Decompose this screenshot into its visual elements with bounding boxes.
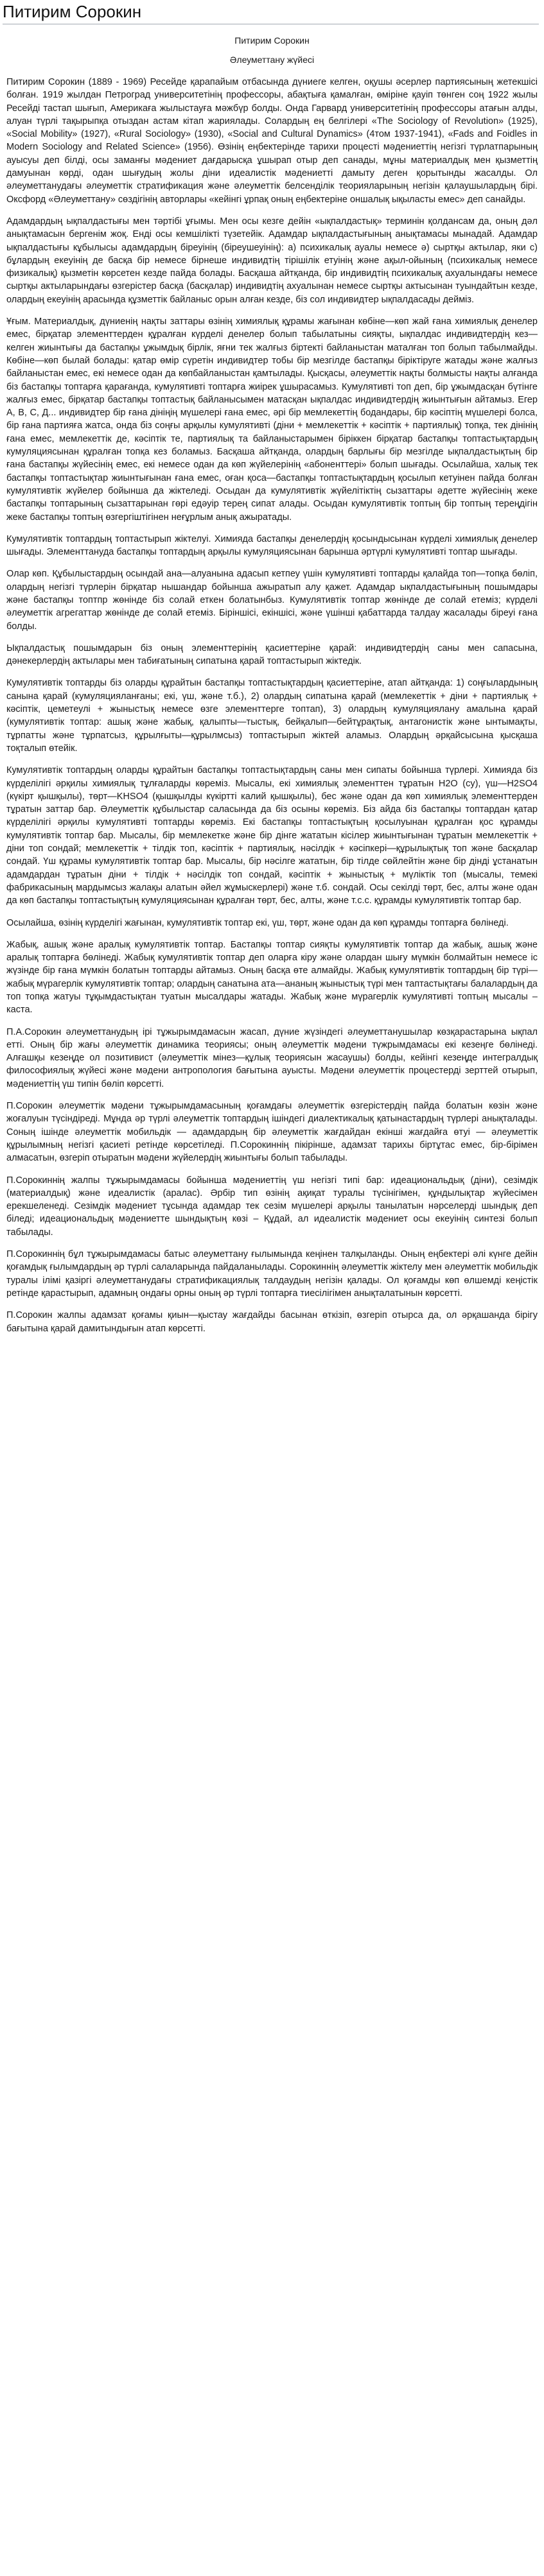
paragraph-many-groups: Олар көп. Құбылыстардың осындай ана—алуанына адасып кетпеу үшін кумулятивті топтарды қалайда топ—топқа бөліп, олардың негізгі түрлерін бірқатар нышандар бойынша ажыратып алу қажет. Адамдар ықпалдастығының пошымдары және бастапқы топтпр жөнінде біз солай еткен болатынбыз. Кумулятивтік топтар жөнінде де солай етеміз; күрделі әлеуметтік агрегаттар жөнінде де солай етеміз. Біріншісі, екіншісі, және үшінші қабаттарда талдау жасалады біреуі ғана болды. — [6, 569, 538, 632]
author-name: Питирим Сорокин — [234, 35, 310, 46]
paragraph-classification: Кумулятивтік топтардың топтастырып жіктелуі. Химияда бастапқы денелердің қосындысынан күрделі химиялық денелер шығады. Элементтануда бастапқы топтардың арқылы кумуляциясынан барынша әртүрлі кумулятивті топтар шығады. — [6, 533, 538, 558]
article-header — [0, 33, 544, 67]
paragraph-interaction-forms: Ықпалдастық пошымдарын біз оның элементтерінің қасиеттеріне қарай: индивидтердің саны мен сапасына, дәнекерлердің актылары мен табиғатының сипатына қарай топтастырып жіктедік. — [6, 643, 538, 667]
paragraph-types: Кумулятивтік топтардың оларды құрайтын бастапқы топтастықтардың саны мен сипаты бойынша түрлері. Химияда біз күрделілігі әрқилы химиялық тұлғаларды көреміз. Мысалы, екі химиялық элементтен тұратын H2O (су), үш—H2SO4 (күкірт қышқылы), төрт—KHSO4 (қышқылды күкіртті калий қышқылы), бес және одан да көп химиялық элементтерден тұратын заттар бар. Әлеуметтік құбылыстар саласында да біз осыны көреміз. Біз айда біз бастапқы топтардан қатар күрделілігі әрқилы кумулятивті топтарды көреміз. Екі бастапқы топтастықтың қосылуынан құралған қос құрамды кумулятивтік топтар бар. Мысалы, бір мемлекетке және бір дінге жататын кісілер жиынтығынан тұратын мемлекеттік + діни топ сондай; мемлекеттік + тілдік топ, кәсіптік + партиялық, нәсілдік + кәсіпкері—құрылықтық топ және басқалар сондай. Үш құрамы кумулятивтік топтар бар. Мысалы, бір нәсілге жататын, бір тілде сөйлейтін және бір дінді ұстанатын адамдардан тұратын діни + тілдік + нәсілдік топ сондай, кәсіптік + жыныстық + мүліктік топ (мысалы, темекі фабрикасының мардымсыз жалақы алатын әйел жұмыскерлері) және т.б. сондай. Осы секілді төрт, бес, алты және одан да көп бастапқы топтастықтың кумуляциясынан құралған төрт, бес, алты, және т.с.с. құрамды кумулятивтік топтар бар. — [6, 765, 538, 906]
article-body — [0, 67, 544, 1357]
paragraph-biography: Питирим Сорокин (1889 - 1969) Ресейде қарапайым отбасында дүниеге келген, оқушы әсерлер партиясының жетекшісі болған. 1919 жылдан Петроград университетінің профессоры, абақтыға қамалған, өміріне қауіп төнген соң 1922 жылы Ресейді тастап шығып, Америкаға жылыстауға мәжбүр болды. Онда Гарвард университетінің профессоры атағын алды, алуан түрлі тақырыпқа отыздан астам кітап жариялады. Солардың ең белгілері «The Sociology of Revolution» (1925), «Social Mobility» (1927), «Rural Sociology» (1930), «Social and Cultural Dynamics» (4том 1937-1941), «Fads and Foidles in Modern Sociology and Related Science» (1956). Өзінің еңбектерінде тарихи процесті мәдениеттің негізгі түрлатпарының ауысуы деп білді, осы заманғы мәдениет дағдарысқа ұшырап отыр деп санады, мұны материалдық мен қызметтің дамуынан көрді, одан шығудың жолы діни идеалистік мәдениетті дамыту деген қорытынды жасалды. Ол әлеуметтанудағы әлеуметтік стратификация және әлеуметтік белсенділік теорияларының негізін қалаушылардың бірі. Оксфорд «Әлеуметтану» сөздігінің авторлары «кейінгі ұрпақ оның еңбектеріне оншалық ықыласты емес» деп санайды. — [6, 77, 538, 205]
paragraph-influence: П.Сорокиннің бұл тұжырымдамасы батыс әлеуметтану ғылымында кеңінен талқыланды. Оның еңбектері әлі күнге дейін қоғамдық ғылымдардың әр түрлі салаларында пайдаланылады. Сорокиннің әлеуметтік жіктелу мен әлеуметтік мобильдік туралы ілімі қазіргі әлеуметтанудағы стратификациялық талдаудың негізін қалады. Ол қоғамды көп өлшемді кеңістік ретінде қарастырып, адамның ондағы орны оның әр түрлі топтарға тиесілігімен анықталатынын көрсетті. — [6, 1249, 538, 1299]
paragraph-concept: Ұғым. Материалдық, дүниенің нақты заттары өзінің химиялық құрамы жағынан көбіне—көп жай ғана химиялық денелер емес, бірқатар элементтерден құралған күрделі денелер болып табылатыны сияқты, ықпалдас индивидтердің кез—келген жиынтығы да бастапқы ұжымдық бірлік, яғни тек жалғыз біртекті байланыстан маталған топ болып табылмайды. Көбіне—көп былай болады: қатар өмір сүретін индивидтер тобы бір мезгілде бастапқы біріктіруге жатады және жалғыз байланыстан емес, екі немесе одан да көпбайланыстан қамтылады. Қысқасы, әлеуметтік нақты болмысты нақты алғанда біз бастапқы топтарға қарағанда, кумулятивті топтарға жиірек ұшырасамыз. Кумулятивті топ деп, бір ұжымдасқан бүтінге жалғыз емес, бірқатар бастапқы топтастық байланысымен матасқан ықпалдас индивидтердің жиынтығын айтамыз. Егер А, В, С, Д... индивидтер бір ғана дініңің мүшелері ғана емес, әрі бір мемлекеттің бодандары, бір кәсіптің мүшелері болса, бір ғана партияға жатса, онда біз соңғы арқылы кумулятивті (діни + мемлекеттік + кәсіптік + партиялық) топқа, тек дінінің ғана емес, мемлекеттік де, кәсіптік те, партиялық та байланыстарымен біріккен бірқатар бастапқы топтастықтардың кумуляциясынан құралған топқа кез боламыз. Басқаша айтқанда, олардың барлығы бір мезгілде ықпалдастықтың бір ғана бастапқы жүйесінің емес, екі немесе одан да көп жүйелерінің «абоненттері» болып шығады. Осылайша, халық тек бастапқы топтастықтар жиынтығынан ғана емес, оған қоса—бастапқы топтастықтардың қосылып кетуінен пайда болған кумулятивтік жүйелер бойынша да жіктеледі. Осыдан да кумулятивтік жүйелітіктің сызаттары әдетте жүйесінің жеке бастапқы топтарының сызаттарынан гөрі едәуір терең сипат алады. Осыдан кумулятивтік топтың бір топтың тереңдігін жеке бастапқы топтың өзгергіштігінен неғұрлым анық ажыратады. — [6, 316, 538, 523]
paragraph-conclusion: П.Сорокин жалпы адамзат қоғамы қиын—қыстау жағдайды басынан өткізіп, өзгеріп отырса да, ол әрқашанда бірігу бағытына қарай дамитындығын атап көрсетті. — [6, 1310, 538, 1334]
paragraph-culture-types: П.Сорокиннің жалпы тұжырымдамасы бойынша мәдениеттің үш негізгі типі бар: идеациональдық (діни), сезімдік (материалдық) және идеалистік (аралас). Әрбір тип өзінің ақиқат туралы түсінігімен, құндылықтар жүйесімен ерекшеленеді. Сезімдік мәдениет тұсында адамдар тек сезім мүшелері арқылы танылатын нәрселерді шындық деп біледі; идеациональдық мәдениетте шындықтың көзі – Құдай, ал идеалистік мәдениет осы екеуінің синтезі болып табылады. — [6, 1175, 538, 1238]
paragraph-sorokin-theory: П.А.Сорокин әлеуметтанудың ірі тұжырымдамасын жасап, дүние жүзіндегі әлеуметтанушылар көзқарастарына ықпал етті. Оның бір жағы әлеуметтік динамика теориясы; оның әлеуметтік мәдени түжрымдамасы екі кезеңге бөлінеді. Алғашқы кезеңде ол позитивист (әлеуметтік мінез—құлық теориясын жасаушы) болды, кейінгі кезеңде интегралдық философиялық жүйесі және мәдени антропология бағытына ауысты. Мәдени әлеуметтік процестерді зерттей отырып, мәдениеттің үш типін бөліп көрсетті. — [6, 1026, 538, 1089]
paragraph-cultural-concept: П.Сорокин әлеуметтік мәдени тұжырымдамасының қоғамдағы әлеуметтік өзгерістердің пайда болатын көзін және жоғалуын түсіндіреді. Мұнда әр түрлі әлеуметтік топтардың ішіндегі диалектикалық қатынастардың түрлері анықталады. Соның ішінде әлеуметтік мобильдік — адамдардың бір әлеуметтік жағдайдан екінші жағдайға өтуі — әлеуметтік құрылымның негізгі қасиеті ретінде көрсетіледі. П.Сорокиннің пікірінше, адамзат тарихы біртұтас емес, бір-бірімен алмасатын, өзгеріп отыратын мәдени жүйелердің жиынтығы болып табылады. — [6, 1101, 538, 1164]
paragraph-grouping: Кумулятивтік топтарды біз оларды құрайтын бастапқы топтастықтардың қасиеттеріне, атап айтқанда: 1) соңғылардының санына қарай (кумуляцияланғаны; екі, үш, және т.б.), 2) олардың сипатына қарай (мемлекеттік + діни + партиялық + кәсіптік, цеметеулі + жыныстық немесе өзге элементтерге топтап), 3) олардың кумуляциялану амалына қарай (кумулятивтік топтар: ашық және жабық, қалыпты—тыстық, бейқалып—бейтұрақтық, антагонистік және ынтымақты, тұрпатты және тұрпатсыз, құрылғыты—құрылмсыз) топтастырып жіктей аламыз. Олардың әрқайсысына қысқаша тоқталып өтейік. — [6, 678, 538, 754]
paragraph-closed-open: Жабық, ашық және аралық кумулятивтік топтар. Бастапқы топтар сияқты кумулятивтік топтар да жабық, ашық және аралық топтарға бөлінеді. Жабық кумулятивтік топтар деп оларға кіру және олардан шығу мүмкін болмайтын немесе іс жүзінде бір ғана мүмкін болатын топтарды айтамыз. Оның басқа өте алмайды. Жабық кумулятивтік топтардың бір түрі—жабық мүрагерлік кумулятивтік топтар; олардың санатына ата—ананың жыныстық түрі мен таптастықтағы балалардың да топ топқа жатуы тұқымдастықтан туатын мысалдары жатады. Жабық және мүрагерлік кумулятивті топтың мысалы – каста. — [6, 939, 538, 1016]
article-subtitle: Әлеуметтану жүйесі — [229, 55, 315, 65]
paragraph-interaction: Адамдардың ықпалдастығы мен тәртібі ұғымы. Мен осы кезге дейін «ықпалдастық» терминін қолдансам да, оның дәл анықтамасын бергенім жоқ. Енді осы кемшілікті түзетейік. Адамдар ықпалдастығының анықтамасы мынадай. Адамдар ықпалдастығы кұбылысы адамдардың біреуінің (біреушеуінің): а) психикалық ауалы немесе ә) сыртқы актылар, яки с) бұлардың екеуінің де басқа бір немесе бірнеше индивидтің тірішілік етуінің және ақыл-ойының (психикалық немесе физикалық) қызметін көрсетен кезде пайда болады. Басқаша айтқанда, бір индивидтің психикалық ахуалындағы немесе сыртқы актыларындағы өзгерістер басқа (басқалар) индивидтің ахуалынан немесе сыртқы актысынан туындайтын кезде, олардың екеуінің арасында құзметтік байланыс орын алған кезде, біз сол индивидтер ықпалдасады дейміз. — [6, 216, 538, 305]
page-title: Питирим Сорокин — [3, 2, 142, 21]
paragraph-complexity: Осылайша, өзінің күрделігі жағынан, кумулятивтік топтар екі, үш, төрт, және одан да көп құрамды топтарға бөлінеді. — [6, 917, 509, 928]
